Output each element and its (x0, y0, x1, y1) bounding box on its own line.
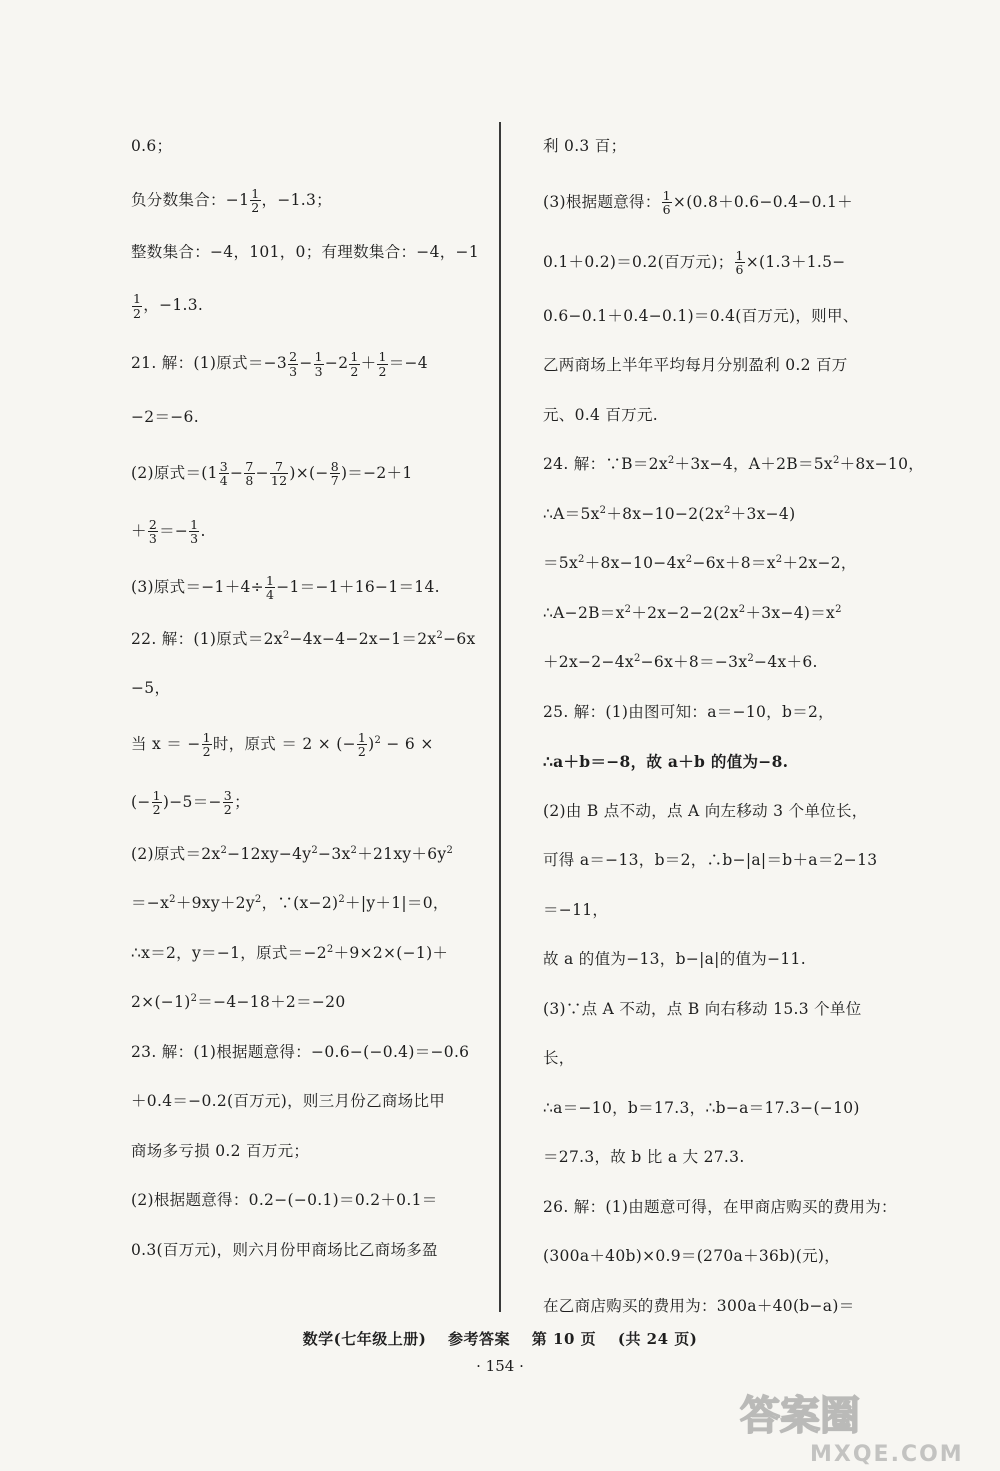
text-line: ＋0.4＝−0.2(百万元)，则三月份乙商场比甲 (131, 1092, 446, 1110)
fraction: $\frac{1}{2}$ (202, 729, 211, 759)
question-23: 23. 解：(1)根据题意得：−0.6−(−0.4)＝−0.6 (131, 1042, 470, 1061)
text-line: −5， (131, 679, 171, 697)
text-line: 负分数集合：−1 $\frac{1}{2}$ ，−1.3； (131, 185, 332, 215)
text-line: $2\times(-1)^2=-4-18+2=-20$ (131, 993, 346, 1011)
text-line: 商场多亏损 0.2 百万元； (131, 1141, 310, 1160)
page-footer (0, 1328, 1000, 1349)
fraction: $\frac{1}{2}$ (350, 349, 359, 379)
fraction: $\frac{1}{2}$ (357, 729, 367, 759)
question-21: 21. 解：(1)原式＝−3 $\frac{2}{3}$ − $\frac{1}{3}$ −2 $\frac{1}{2}$ ＋ $\frac{1}{2}$ ＝−4 (131, 349, 428, 379)
page-number: · 154 · (476, 1357, 524, 1375)
text-line: $=5x^2+8x-10-4x^2-6x+8=x^2+2x-2$， (543, 554, 857, 572)
text-line: (300a＋40b)×0.9＝(270a＋36b)(元)， (543, 1247, 841, 1265)
text-line: 长， (543, 1049, 575, 1067)
text-line: (3)∵点 A 不动，点 B 向右移动 15.3 个单位 (543, 999, 862, 1018)
text-line: 当 x ＝ − $\frac{1}{2}$ 时，原式 ＝ 2 × (− $\frac{1}{2}$ )$^2$ − 6 × (131, 729, 434, 759)
watermark-site: MXQE.COM (810, 1442, 964, 1465)
question-26: 26. 解：(1)由题意可得，在甲商店购买的费用为： (543, 1197, 897, 1216)
footer-total: (共 24 页) (617, 1330, 698, 1348)
question-25: 25. 解：(1)由图可知：a＝−10，b＝2， (543, 702, 834, 721)
left-column (131, 122, 486, 1275)
fraction: $\frac{1}{2}$ (251, 185, 260, 215)
text-line: (2)根据题意得：0.2−(−0.1)＝0.2＋0.1＝ (131, 1191, 438, 1209)
fraction: $\frac{1}{2}$ (152, 787, 161, 817)
fraction: $\frac{1}{3}$ (314, 349, 323, 379)
question-22: 22. 解：(1)原式$=2x^2-4x-4-2x-1=2x^2-6x$ (131, 629, 476, 648)
text-line: 利 0.3 百； (543, 137, 627, 155)
text-line: 元、0.4 百万元. (543, 405, 659, 424)
text-line: $\therefore A-2B=x^2+2x-2-2(2x^2+3x-4)=x^2$ (543, 603, 842, 622)
fraction: $\frac{1}{6}$ (662, 187, 671, 217)
text-line: ＝27.3，故 b 比 a 大 27.3. (543, 1148, 745, 1166)
fraction: $\frac{3}{4}$ (219, 458, 229, 488)
footer-page: 第 10 页 (531, 1330, 597, 1348)
watermark-logo (720, 1385, 990, 1465)
text-line: 0.6−0.1＋0.4−0.1)＝0.4(百万元)，则甲、 (543, 306, 859, 325)
text-line: ∴x＝2，y＝−1，原式$=-2^2+9\times 2\times(-1)+$ (131, 943, 449, 962)
fraction: $\frac{8}{7}$ (330, 458, 339, 488)
text-line: 整数集合：−4，101，0；有理数集合：−4，−1 (131, 242, 479, 261)
fraction: $\frac{3}{2}$ (223, 787, 233, 817)
footer-kind: 参考答案 (448, 1330, 511, 1348)
question-24: 24. 解：$\because B=2x^2+3x-4$，$A+2B=5x^2+8x-10$， (543, 455, 925, 473)
text-line: 乙两商场上半年平均每月分别盈利 0.2 百万 (543, 356, 848, 374)
text-line: $\therefore A=5x^2+8x-10-2(2x^2+3x-4)$ (543, 504, 796, 523)
text-line: $=-x^2+9xy+2y^2$，$\because(x-2)^2+|y+1|=0$， (131, 894, 449, 912)
text-line: $+2x-2-4x^2-6x+8=-3x^2-4x+6$. (543, 653, 818, 671)
column-divider (499, 122, 501, 1312)
text-line: $\frac{1}{2}$ ，−1.3. (133, 291, 204, 321)
fraction: $\frac{2}{3}$ (289, 349, 298, 379)
text-line: (3)原式＝−1＋4÷ $\frac{1}{4}$ −1＝−1＋16−1＝14. (131, 572, 440, 602)
fraction: $\frac{1}{6}$ (735, 247, 744, 277)
footer-subject: 数学(七年级上册) (302, 1330, 427, 1348)
fraction: $\frac{7}{8}$ (245, 458, 254, 488)
text-line: 0.6； (131, 137, 173, 155)
text-line: 0.1＋0.2)＝0.2(百万元)； $\frac{1}{6}$ ×(1.3＋1.5− (543, 247, 846, 277)
text-line: (2)原式＝(1 $\frac{3}{4}$ − $\frac{7}{8}$ − $\frac{7}{12}$ )×(− $\frac{8}{7}$ )＝−2＋1 (131, 458, 413, 488)
text-line: ＋ $\frac{2}{3}$ ＝− $\frac{1}{3}$ . (131, 516, 206, 546)
fraction: $\frac{1}{3}$ (190, 516, 199, 546)
fraction: $\frac{2}{3}$ (148, 516, 158, 546)
fraction: $\frac{1}{2}$ (133, 291, 142, 321)
text-line: ∴a＋b＝−8，故 a＋b 的值为−8. (543, 752, 789, 771)
text-line: ＝−11， (543, 900, 609, 919)
text-line: (2)原式$=2x^2-12xy-4y^2-3x^2+21xy+6y^2$ (131, 844, 454, 863)
text-line: 0.3(百万元)，则六月份甲商场比乙商场多盈 (131, 1240, 438, 1259)
text-line: (2)由 B 点不动，点 A 向左移动 3 个单位长， (543, 801, 868, 820)
text-line: (3)根据题意得： $\frac{1}{6}$ ×(0.8＋0.6−0.4−0.1＋ (543, 187, 853, 217)
text-line: 可得 a＝−13，b＝2，∴b−|a|＝b＋a＝2−13 (543, 851, 878, 869)
fraction: $\frac{1}{2}$ (378, 349, 387, 379)
fraction: $\frac{7}{12}$ (270, 458, 288, 488)
text-line: (− $\frac{1}{2}$ )−5＝− $\frac{3}{2}$ ； (131, 787, 250, 817)
text-line: ∴a＝−10，b＝17.3，∴b−a＝17.3−(−10) (543, 1098, 860, 1117)
watermark-logo-text: 答案圈 (740, 1393, 860, 1439)
text-line: 在乙商店购买的费用为：300a＋40(b−a)＝ (543, 1296, 855, 1315)
text-line: 故 a 的值为−13，b−|a|的值为−11. (543, 950, 806, 968)
fraction: $\frac{1}{4}$ (265, 572, 275, 602)
text-line: −2＝−6. (131, 408, 199, 426)
right-column (543, 122, 925, 1331)
